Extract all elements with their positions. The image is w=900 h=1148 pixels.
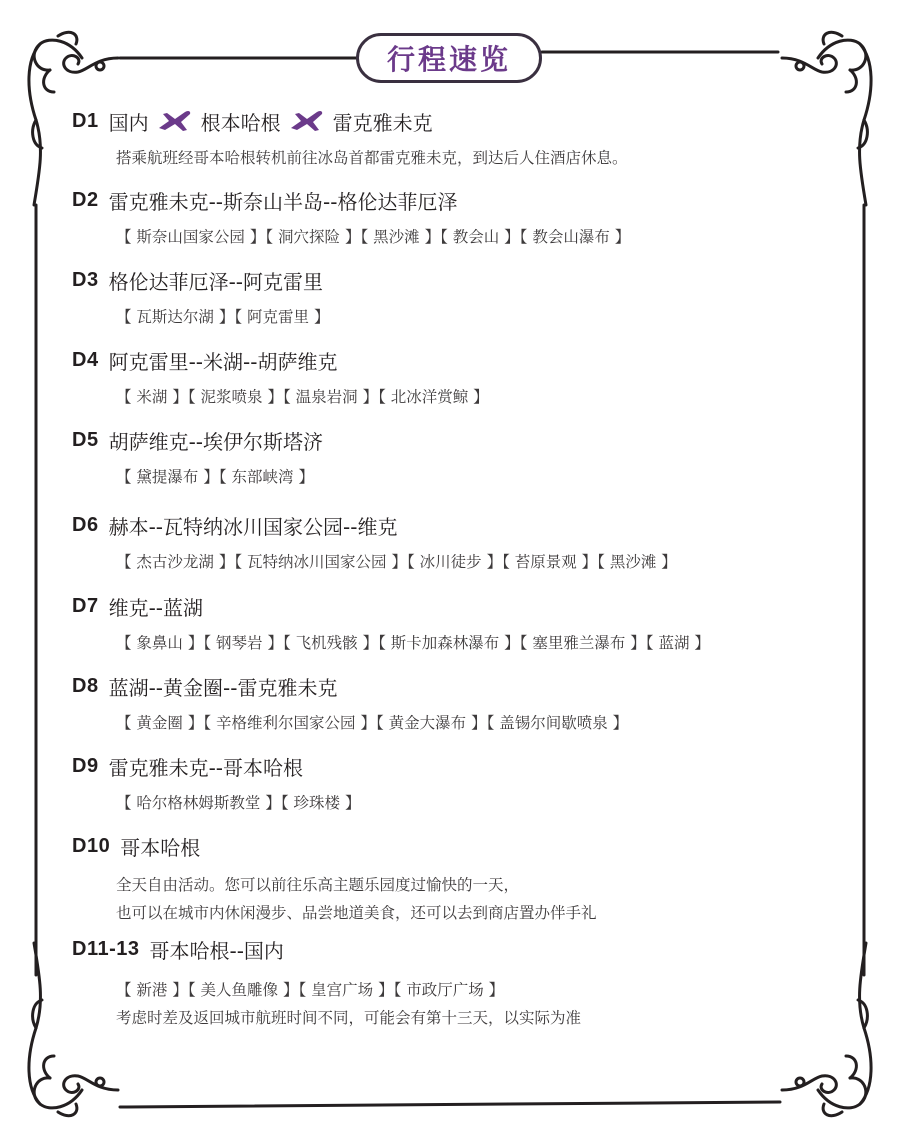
page-title: 行程速览: [386, 43, 511, 76]
day-highlights: 【 杰古沙龙湖 】【 瓦特纳冰川国家公园 】【 冰川徒步 】【 苔原景观 】【 黑沙滩 】: [116, 553, 677, 571]
day-highlights: 【 象鼻山 】【 钢琴岩 】【 飞机残骸 】【 斯卡加森林瀑布 】【 塞里雅兰瀑布 】【 蓝湖 】: [116, 634, 710, 652]
day-code: D8: [72, 674, 99, 697]
day-note: 考虑时差及返回城市航班时间不同，可能会有第十三天，以实际为准: [116, 1009, 582, 1027]
day-code: D7: [72, 594, 99, 617]
day-route: 蓝湖--黄金圈--雷克雅未克: [108, 675, 338, 700]
day-code: D11-13: [72, 937, 140, 960]
day-route: 雷克雅未克--哥本哈根: [108, 755, 304, 780]
day-route: 哥本哈根: [120, 835, 201, 860]
day-highlights: 【 黄金圈 】【 辛格维利尔国家公园 】【 黄金大瀑布 】【 盖锡尔间歇喷泉 】: [116, 714, 629, 732]
day-code: D10: [72, 834, 111, 857]
route-transfer: 根本哈根: [200, 110, 281, 135]
route-destination: 雷克雅未克: [332, 110, 433, 135]
day-item: [72, 265, 329, 331]
day-description: 全天自由活动。您可以前往乐高主题乐园度过愉快的一天，: [116, 876, 520, 894]
day-item: [72, 185, 630, 251]
day-highlights: 【 斯奈山国家公园 】【 洞穴探险 】【 黑沙滩 】【 教会山 】【 教会山瀑布 】: [116, 228, 631, 246]
day-item: [72, 510, 677, 576]
day-item: [72, 831, 597, 927]
day-code: D5: [72, 428, 99, 451]
day-item: [72, 425, 323, 491]
day-description: 搭乘航班经哥本哈根转机前往冰岛首都雷克雅未克，到达后人住酒店休息。: [116, 149, 628, 167]
day-route: 赫本--瓦特纳冰川国家公园--维克: [108, 514, 398, 539]
day-code: D6: [72, 513, 99, 536]
day-route: 胡萨维克--埃伊尔斯塔济: [108, 429, 324, 454]
day-item: [72, 671, 628, 737]
day-code: D4: [72, 348, 99, 371]
day-item: [72, 934, 581, 1032]
day-highlights: 【 瓦斯达尔湖 】【 阿克雷里 】: [116, 308, 330, 326]
day-highlights: 【 米湖 】【 泥浆喷泉 】【 温泉岩洞 】【 北冰洋赏鲸 】: [116, 388, 489, 406]
route-origin: 国内: [108, 110, 149, 135]
day-item: [72, 106, 628, 172]
day-highlights: 【 哈尔格林姆斯教堂 】【 珍珠楼 】: [116, 794, 361, 812]
day-item: [72, 591, 710, 657]
day-route: 雷克雅未克--斯奈山半岛--格伦达菲厄泽: [108, 189, 458, 214]
airplane-icon: [157, 108, 193, 134]
day-route: 哥本哈根--国内: [149, 938, 284, 963]
day-code: D3: [72, 268, 99, 291]
day-code: D1: [72, 109, 99, 132]
day-route: 维克--蓝湖: [108, 595, 204, 620]
day-item: [72, 345, 489, 411]
day-highlights: 【 新港 】【 美人鱼雕像 】【 皇宫广场 】【 市政厅广场 】: [116, 981, 505, 999]
day-item: [72, 751, 360, 817]
day-code: D9: [72, 754, 99, 777]
day-code: D2: [72, 188, 99, 211]
day-highlights: 【 黛提瀑布 】【 东部峡湾 】: [116, 468, 314, 486]
day-route: 格伦达菲厄泽--阿克雷里: [108, 269, 324, 294]
title-badge: [356, 33, 542, 83]
day-description: 也可以在城市内休闲漫步、品尝地道美食，还可以去到商店置办伴手礼: [116, 904, 597, 922]
airplane-icon: [289, 108, 325, 134]
day-route: 阿克雷里--米湖--胡萨维克: [108, 349, 338, 374]
